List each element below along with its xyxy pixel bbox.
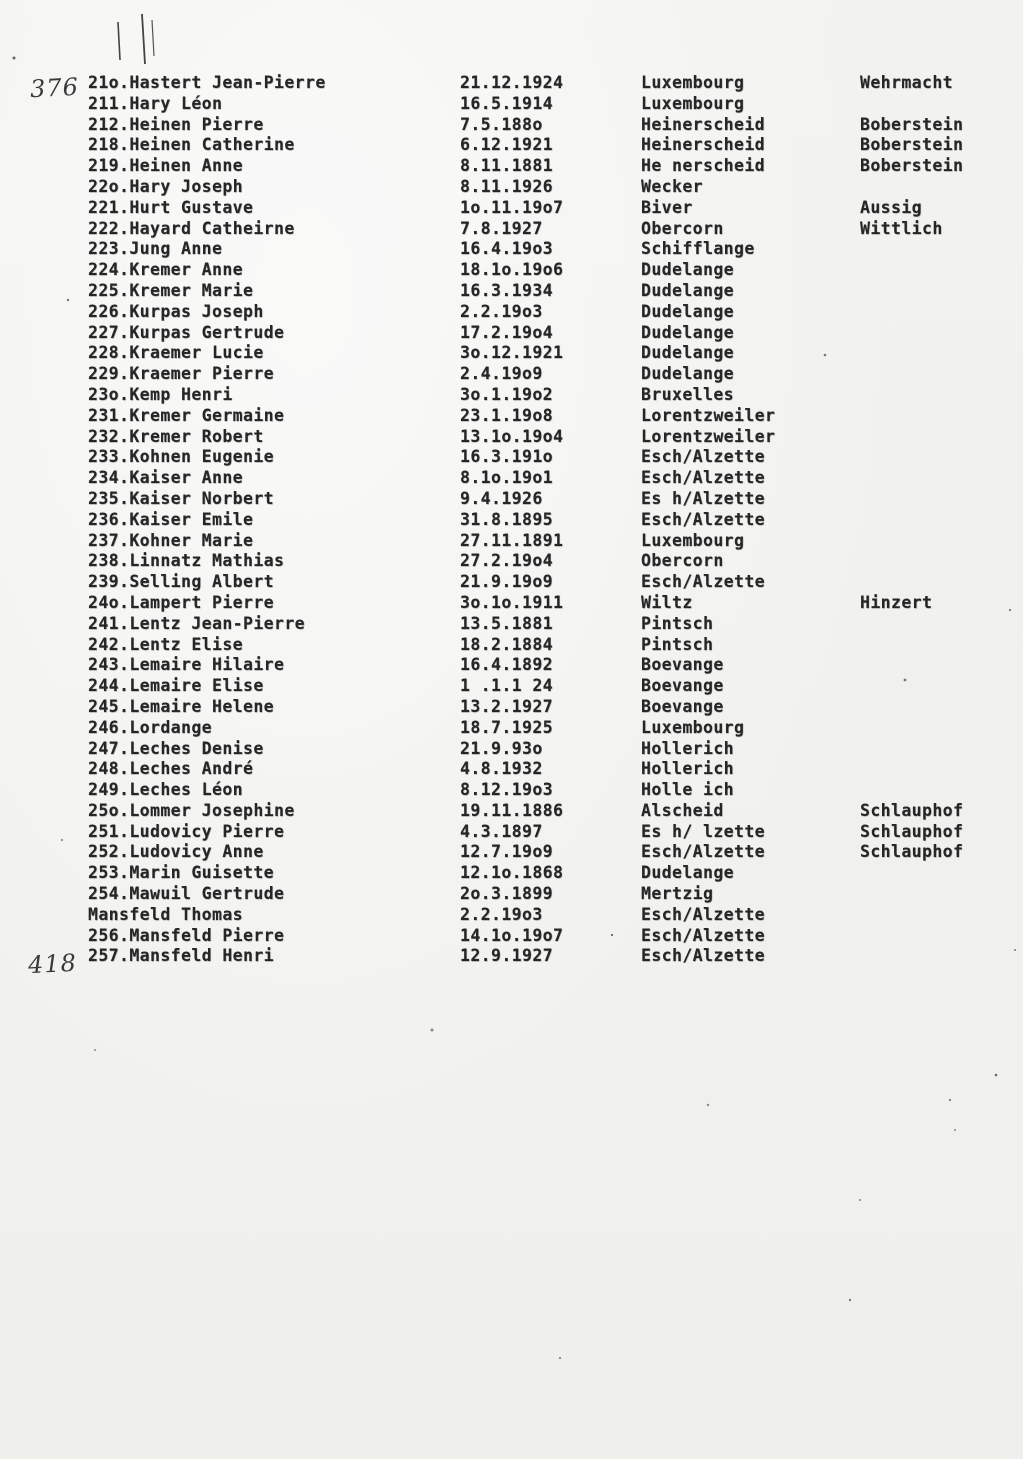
row-name: 247.Leches Denise (88, 738, 264, 758)
row-place: Dudelange (641, 322, 735, 342)
row-place: Esch/Alzette (641, 925, 766, 945)
list-row (0, 780, 1023, 801)
list-row (0, 115, 1023, 136)
row-name: 248.Leches André (88, 759, 254, 779)
row-name: 223.Jung Anne (88, 239, 223, 259)
row-name: 221.Hurt Gustave (88, 197, 254, 217)
row-name: 239.Selling Albert (88, 572, 275, 592)
row-date: 16.5.1914 (460, 93, 554, 113)
row-date: 7.5.188o (460, 114, 543, 134)
row-place: Boevange (641, 676, 724, 696)
list-row (0, 572, 1023, 593)
row-place: Es h/ lzette (641, 821, 766, 841)
list-row (0, 447, 1023, 468)
row-name: 212.Heinen Pierre (88, 114, 264, 134)
row-place: Dudelange (641, 260, 735, 280)
list-row (0, 281, 1023, 302)
row-date: 16.3.1934 (460, 280, 554, 300)
row-place: Esch/Alzette (641, 842, 766, 862)
row-date: 2.4.19o9 (460, 364, 543, 384)
row-place: He nerscheid (641, 156, 766, 176)
row-place: Dudelange (641, 343, 735, 363)
row-camp: Boberstein (860, 135, 964, 155)
row-name: 244.Lemaire Elise (88, 676, 264, 696)
row-place: Heinerscheid (641, 114, 766, 134)
row-name: 224.Kremer Anne (88, 260, 244, 280)
list-row (0, 156, 1023, 177)
row-name: 233.Kohnen Eugenie (88, 447, 275, 467)
list-row (0, 364, 1023, 385)
row-date: 27.11.1891 (460, 530, 564, 550)
row-date: 16.4.1892 (460, 655, 554, 675)
row-place: Luxembourg (641, 717, 745, 737)
row-date: 19.11.1886 (460, 800, 564, 820)
list-row (0, 323, 1023, 344)
pen-marks (112, 8, 172, 68)
list-row (0, 468, 1023, 489)
row-place: Alscheid (641, 800, 724, 820)
row-camp: Wehrmacht (860, 73, 954, 92)
row-date: 13.1o.19o4 (460, 426, 564, 446)
list-row (0, 198, 1023, 219)
row-name: 245.Lemaire Helene (88, 696, 275, 716)
row-place: Dudelange (641, 863, 735, 883)
row-date: 7.8.1927 (460, 218, 543, 238)
list-row (0, 489, 1023, 510)
row-name: 222.Hayard Catheirne (88, 218, 295, 238)
list-row (0, 593, 1023, 614)
row-name: 243.Lemaire Hilaire (88, 655, 285, 675)
list-row (0, 302, 1023, 323)
row-name: 237.Kohner Marie (88, 530, 254, 550)
list-row (0, 655, 1023, 676)
list-row (0, 822, 1023, 843)
row-date: 2.2.19o3 (460, 301, 543, 321)
row-place: Hollerich (641, 759, 735, 779)
row-camp: Hinzert (860, 592, 933, 612)
row-date: 1o.11.19o7 (460, 197, 564, 217)
row-date: 23.1.19o8 (460, 405, 554, 425)
row-date: 8.12.19o3 (460, 780, 554, 800)
row-place: Wecker (641, 176, 704, 196)
row-place: Pintsch (641, 634, 714, 654)
row-name: 25o.Lommer Josephine (88, 800, 295, 820)
list-row (0, 946, 1023, 967)
row-name: 225.Kremer Marie (88, 280, 254, 300)
row-place: Hollerich (641, 738, 735, 758)
row-place: Heinerscheid (641, 135, 766, 155)
list-row (0, 697, 1023, 718)
list-row (0, 177, 1023, 198)
row-name: 231.Kremer Germaine (88, 405, 285, 425)
list-row (0, 94, 1023, 115)
row-name: 249.Leches Léon (88, 780, 244, 800)
row-name: 229.Kraemer Pierre (88, 364, 275, 384)
list-row (0, 926, 1023, 947)
row-date: 27.2.19o4 (460, 551, 554, 571)
list-row (0, 718, 1023, 739)
row-place: Esch/Alzette (641, 509, 766, 529)
row-name: Mansfeld Thomas (88, 904, 244, 924)
row-place: Obercorn (641, 218, 724, 238)
row-date: 16.3.191o (460, 447, 554, 467)
row-name: 252.Ludovicy Anne (88, 842, 264, 862)
list-row (0, 531, 1023, 552)
row-date: 2.2.19o3 (460, 904, 543, 924)
row-date: 3o.1.19o2 (460, 384, 554, 404)
row-camp: Schlauphof (860, 842, 964, 862)
row-place: Dudelange (641, 301, 735, 321)
row-date: 31.8.1895 (460, 509, 554, 529)
row-camp: Aussig (860, 197, 923, 217)
row-camp: Boberstein (860, 156, 964, 176)
row-name: 226.Kurpas Joseph (88, 301, 264, 321)
row-date: 13.2.1927 (460, 696, 554, 716)
row-date: 3o.12.1921 (460, 343, 564, 363)
row-name: 241.Lentz Jean-Pierre (88, 613, 306, 633)
row-place: Esch/Alzette (641, 572, 766, 592)
row-date: 8.11.1926 (460, 176, 554, 196)
list-row (0, 884, 1023, 905)
list-row (0, 905, 1023, 926)
row-name: 254.Mawuil Gertrude (88, 884, 285, 904)
list-row (0, 551, 1023, 572)
row-name: 24o.Lampert Pierre (88, 592, 275, 612)
row-name: 257.Mansfeld Henri (88, 946, 275, 966)
row-name: 246.Lordange (88, 717, 213, 737)
row-date: 18.1o.19o6 (460, 260, 564, 280)
list-row (0, 676, 1023, 697)
row-date: 21.9.93o (460, 738, 543, 758)
list-row (0, 260, 1023, 281)
list-row (0, 739, 1023, 760)
row-place: Luxembourg (641, 73, 745, 92)
row-place: Esch/Alzette (641, 904, 766, 924)
row-place: Bruxelles (641, 384, 735, 404)
row-place: Biver (641, 197, 693, 217)
list-row (0, 635, 1023, 656)
list-row (0, 510, 1023, 531)
row-name: 235.Kaiser Norbert (88, 488, 275, 508)
row-name: 23o.Kemp Henri (88, 384, 233, 404)
row-place: Mertzig (641, 884, 714, 904)
list-row (0, 842, 1023, 863)
row-name: 219.Heinen Anne (88, 156, 244, 176)
list-row (0, 219, 1023, 240)
row-place: Es h/Alzette (641, 488, 766, 508)
row-camp: Wittlich (860, 218, 943, 238)
row-name: 253.Marin Guisette (88, 863, 275, 883)
row-camp: Schlauphof (860, 800, 964, 820)
margin-note-top: 376 (29, 72, 80, 104)
row-date: 16.4.19o3 (460, 239, 554, 259)
row-place: Lorentzweiler (641, 405, 776, 425)
list-row (0, 801, 1023, 822)
row-name: 232.Kremer Robert (88, 426, 264, 446)
row-place: Schifflange (641, 239, 755, 259)
row-date: 3o.1o.1911 (460, 592, 564, 612)
row-date: 8.1o.19o1 (460, 468, 554, 488)
row-place: Lorentzweiler (641, 426, 776, 446)
list-row (0, 863, 1023, 884)
list-row (0, 759, 1023, 780)
row-date: 12.7.19o9 (460, 842, 554, 862)
row-date: 14.1o.19o7 (460, 925, 564, 945)
list-row (0, 385, 1023, 406)
row-name: 227.Kurpas Gertrude (88, 322, 285, 342)
row-date: 1 .1.1 24 (460, 676, 554, 696)
row-date: 18.2.1884 (460, 634, 554, 654)
row-date: 6.12.1921 (460, 135, 554, 155)
row-date: 12.1o.1868 (460, 863, 564, 883)
row-place: Dudelange (641, 280, 735, 300)
margin-note-bottom: 418 (27, 948, 78, 980)
row-place: Esch/Alzette (641, 447, 766, 467)
row-date: 4.8.1932 (460, 759, 543, 779)
row-date: 13.5.1881 (460, 613, 554, 633)
row-date: 21.12.1924 (460, 73, 564, 92)
row-name: 218.Heinen Catherine (88, 135, 295, 155)
row-name: 21o.Hastert Jean-Pierre (88, 73, 326, 92)
row-name: 251.Ludovicy Pierre (88, 821, 285, 841)
list-row (0, 343, 1023, 364)
row-date: 4.3.1897 (460, 821, 543, 841)
list-row (0, 614, 1023, 635)
list-row (0, 239, 1023, 260)
deportee-list (0, 73, 1023, 967)
list-row (0, 135, 1023, 156)
row-date: 2o.3.1899 (460, 884, 554, 904)
row-name: 228.Kraemer Lucie (88, 343, 264, 363)
row-name: 234.Kaiser Anne (88, 468, 244, 488)
row-place: Boevange (641, 655, 724, 675)
row-date: 12.9.1927 (460, 946, 554, 966)
row-date: 9.4.1926 (460, 488, 543, 508)
row-place: Holle ich (641, 780, 735, 800)
row-place: Boevange (641, 696, 724, 716)
row-place: Luxembourg (641, 530, 745, 550)
row-name: 238.Linnatz Mathias (88, 551, 285, 571)
row-camp: Schlauphof (860, 821, 964, 841)
row-place: Obercorn (641, 551, 724, 571)
list-row (0, 73, 1023, 94)
row-date: 8.11.1881 (460, 156, 554, 176)
row-name: 256.Mansfeld Pierre (88, 925, 285, 945)
row-place: Esch/Alzette (641, 946, 766, 966)
row-name: 236.Kaiser Emile (88, 509, 254, 529)
row-date: 18.7.1925 (460, 717, 554, 737)
row-camp: Boberstein (860, 114, 964, 134)
row-place: Wiltz (641, 592, 693, 612)
row-name: 211.Hary Léon (88, 93, 223, 113)
row-name: 242.Lentz Elise (88, 634, 244, 654)
row-date: 21.9.19o9 (460, 572, 554, 592)
row-place: Dudelange (641, 364, 735, 384)
row-place: Luxembourg (641, 93, 745, 113)
row-date: 17.2.19o4 (460, 322, 554, 342)
row-name: 22o.Hary Joseph (88, 176, 244, 196)
list-row (0, 427, 1023, 448)
row-place: Esch/Alzette (641, 468, 766, 488)
row-place: Pintsch (641, 613, 714, 633)
list-row (0, 406, 1023, 427)
